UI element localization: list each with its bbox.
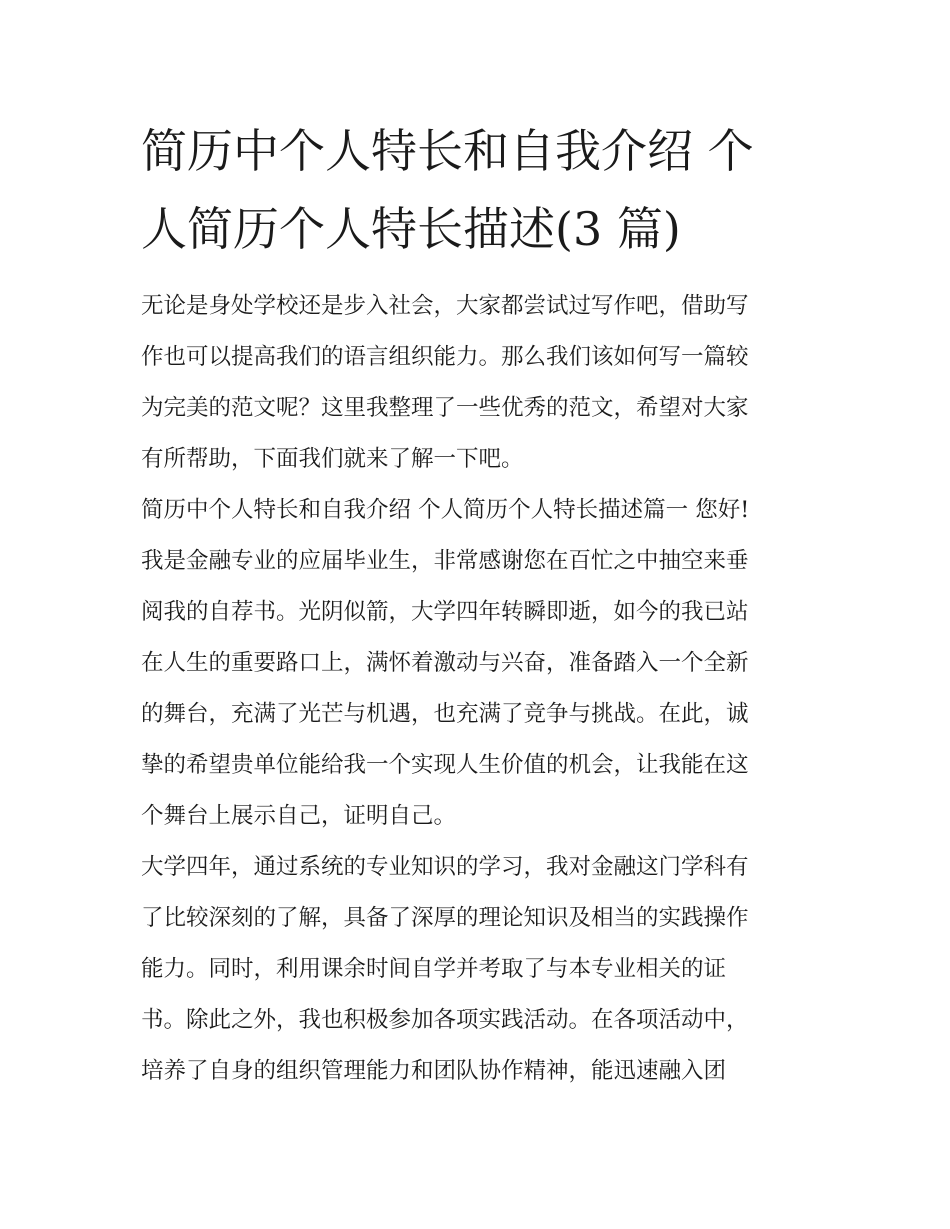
text-line: 为完美的范文呢？这里我整理了一些优秀的范文，希望对大家 bbox=[141, 395, 749, 421]
paragraph-university bbox=[141, 842, 821, 1097]
text-line: 挚的希望贵单位能给我一个实现人生价值的机会，让我能在这 bbox=[141, 752, 749, 778]
text-line: 无论是身处学校还是步入社会，大家都尝试过写作吧，借助写 bbox=[141, 293, 749, 319]
text-line: 培养了自身的组织管理能力和团队协作精神，能迅速融入团 bbox=[141, 1058, 727, 1084]
text-line: 有所帮助，下面我们就来了解一下吧。 bbox=[141, 446, 524, 472]
text-line: 我是金融专业的应届毕业生，非常感谢您在百忙之中抽空来垂 bbox=[141, 548, 749, 574]
text-line: 作也可以提高我们的语言组织能力。那么我们该如何写一篇较 bbox=[141, 344, 749, 370]
paragraph-intro bbox=[141, 281, 821, 485]
text-line: 阅我的自荐书。光阴似箭，大学四年转瞬即逝，如今的我已站 bbox=[141, 599, 749, 625]
document-body bbox=[141, 281, 821, 1097]
title-line: 简历中个人特长和自我介绍 个 bbox=[141, 124, 754, 178]
text-line: 大学四年，通过系统的专业知识的学习，我对金融这门学科有 bbox=[141, 854, 749, 880]
paragraph-section-one bbox=[141, 485, 821, 842]
text-line: 简历中个人特长和自我介绍 个人简历个人特长描述篇一 您好! bbox=[141, 497, 750, 523]
text-line: 能力。同时，利用课余时间自学并考取了与本专业相关的证 bbox=[141, 956, 727, 982]
document-title bbox=[141, 112, 821, 268]
text-line: 的舞台，充满了光芒与机遇，也充满了竞争与挑战。在此，诚 bbox=[141, 701, 749, 727]
title-line: 人简历个人特长描述(3 篇) bbox=[141, 202, 681, 256]
text-line: 个舞台上展示自己，证明自己。 bbox=[141, 803, 457, 829]
text-line: 了比较深刻的了解，具备了深厚的理论知识及相当的实践操作 bbox=[141, 905, 749, 931]
text-line: 在人生的重要路口上，满怀着激动与兴奋，准备踏入一个全新 bbox=[141, 650, 749, 676]
text-line: 书。除此之外，我也积极参加各项实践活动。在各项活动中， bbox=[141, 1007, 749, 1033]
